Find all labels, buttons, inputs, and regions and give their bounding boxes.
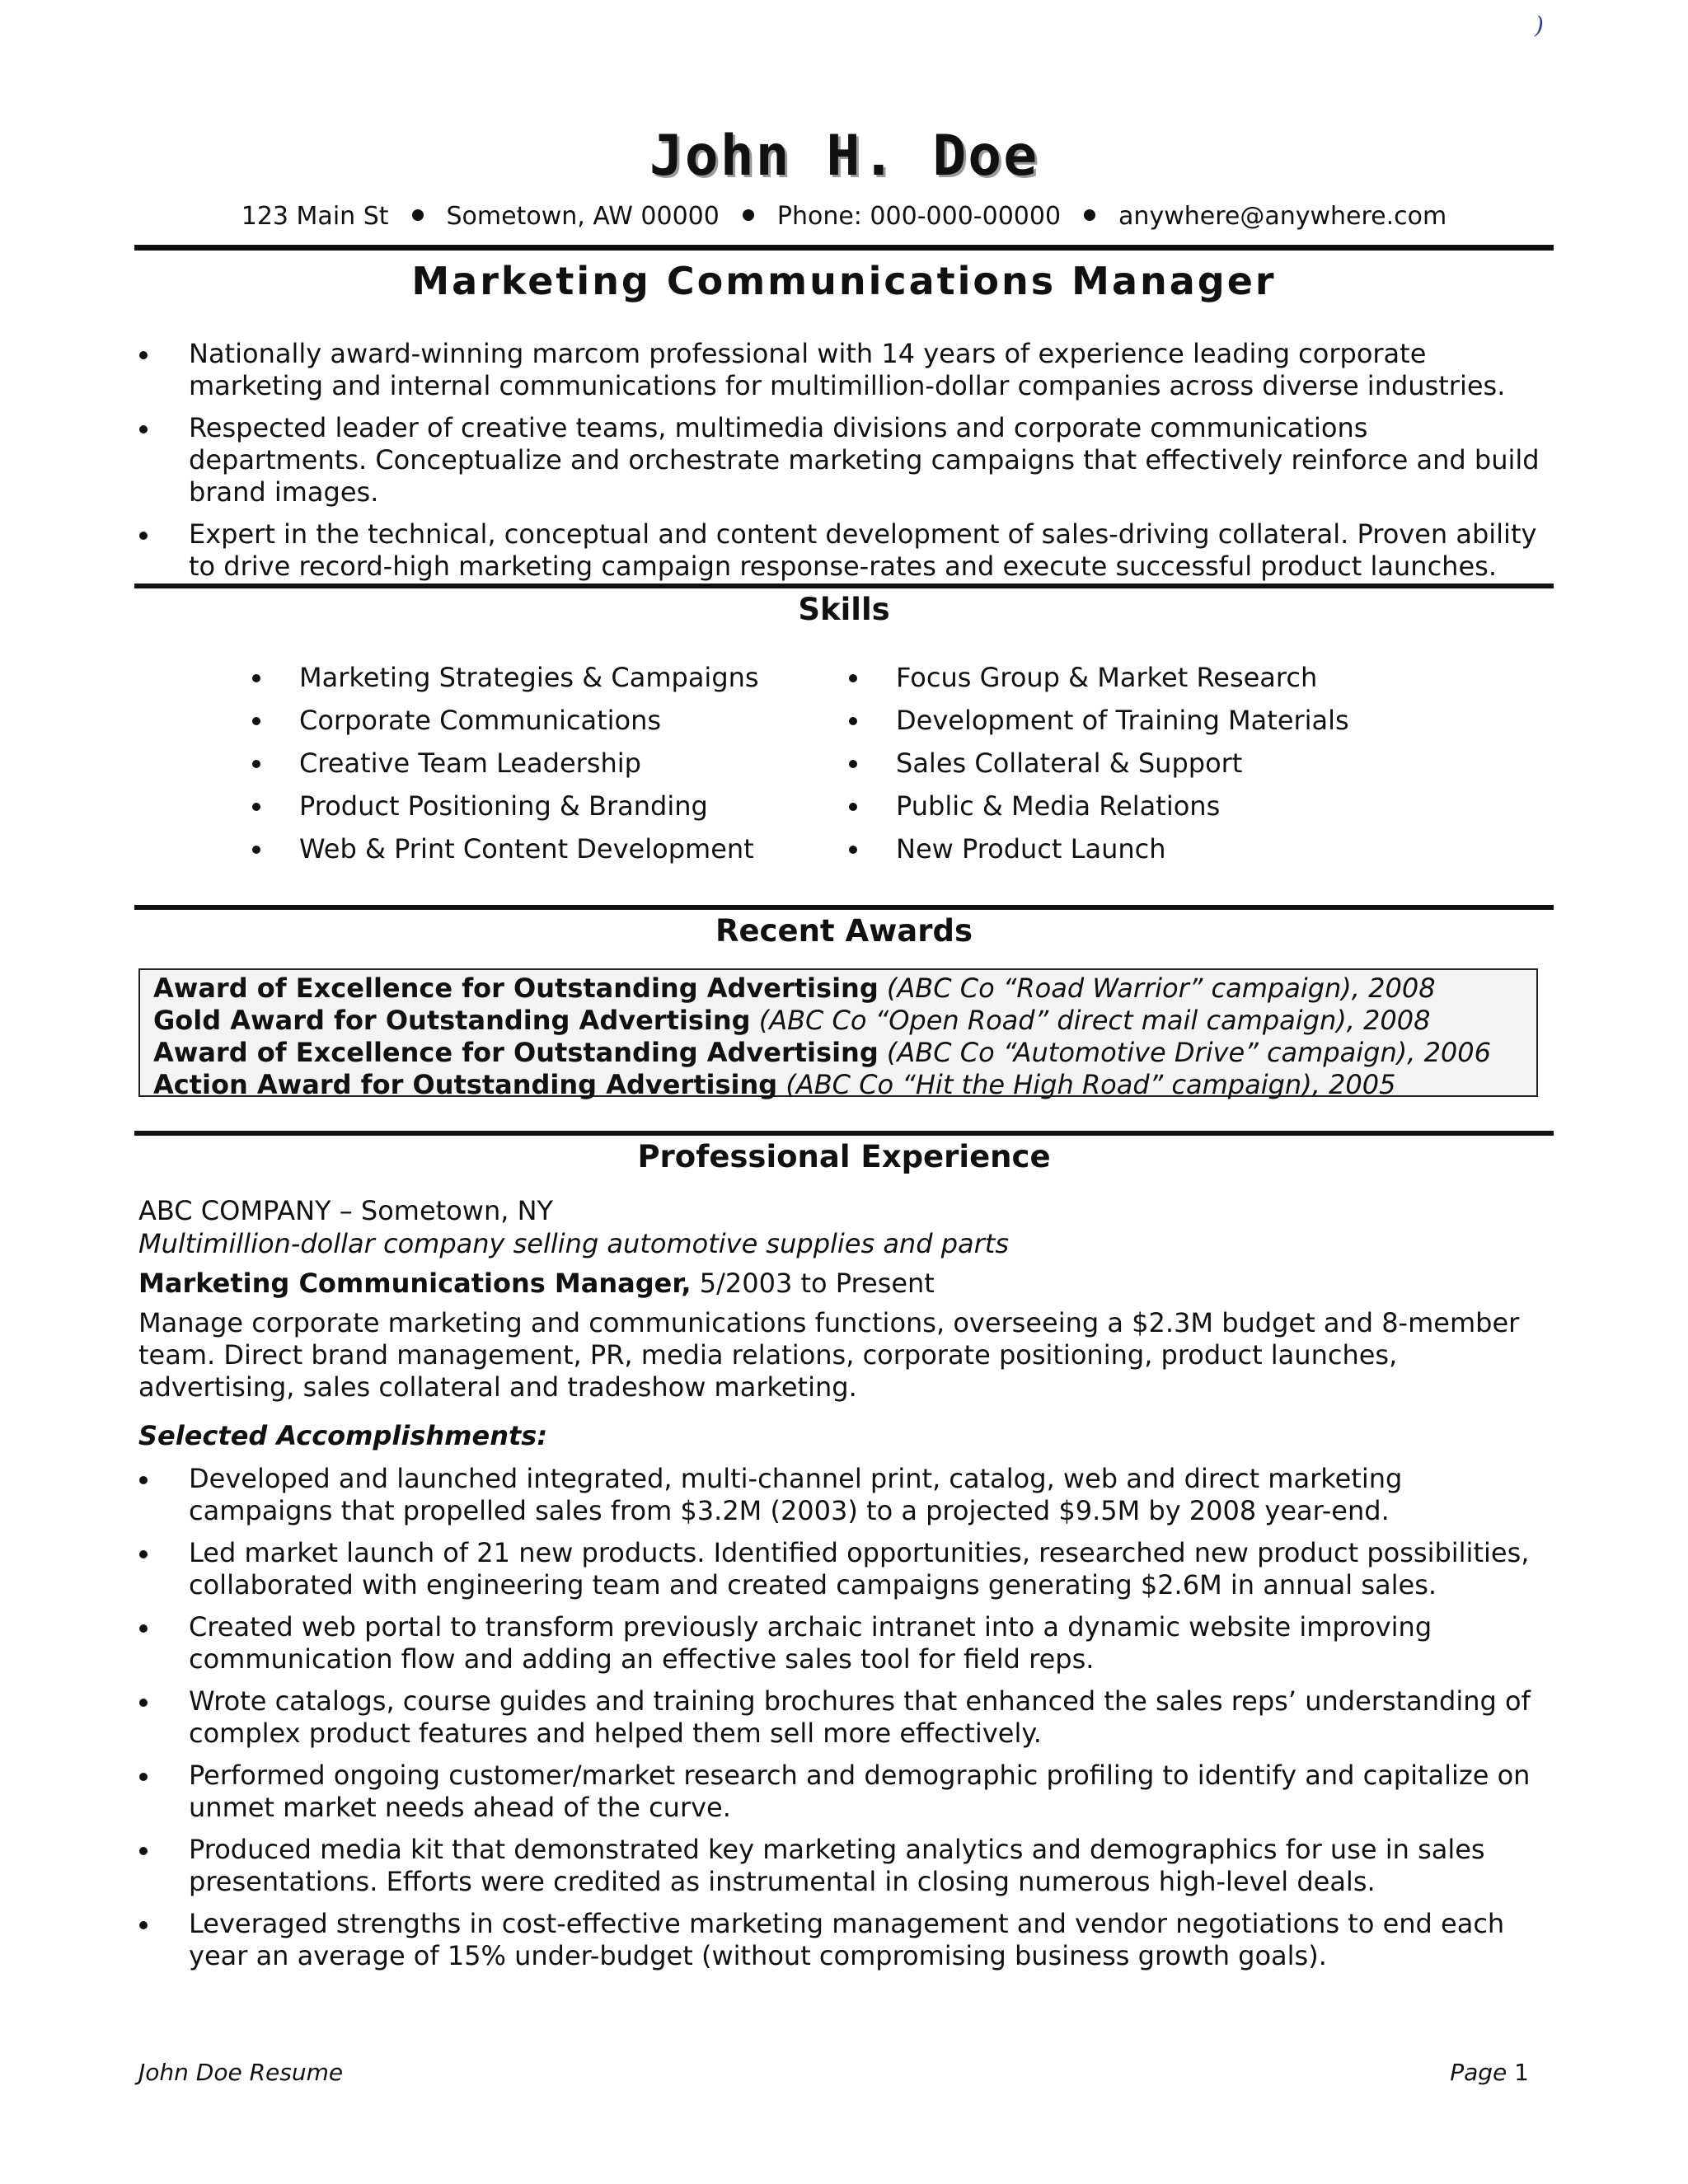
applicant-name: John H. Doe [649, 124, 1039, 189]
skills-column-right [846, 656, 1440, 870]
awards-heading: Recent Awards [715, 913, 973, 949]
skill-item: Public & Media Relations [846, 785, 1440, 827]
skill-item: New Product Launch [846, 827, 1440, 870]
corner-mark: ) [1535, 12, 1544, 39]
bullet-dot-icon [412, 209, 424, 221]
company-description: Multimillion-dollar company selling automotive supplies and parts [138, 1228, 1009, 1259]
summary-list [134, 338, 1554, 593]
experience-heading: Professional Experience [637, 1139, 1051, 1174]
bullet-dot-icon [743, 209, 754, 221]
accomplishment-item: Leveraged strengths in cost-effective marketing management and vendor negotiations to end each year an average of 15% under-budget (without compromising business growth goals). [134, 1908, 1554, 1972]
award-item [153, 1069, 1491, 1101]
role-dates: 5/2003 to Present [699, 1268, 935, 1299]
role-description: Manage corporate marketing and communications functions, overseeing a $2.3M budget and 8-member team. Direct brand management, PR, media relations, corporate positioning, product launches, advertising, sales collateral and tradeshow marketing. [138, 1307, 1520, 1403]
page-label: Page [1450, 2059, 1507, 2086]
section-divider [134, 245, 1554, 251]
award-detail: (ABC Co “Open Road” direct mail campaign), 2008 [758, 1005, 1431, 1036]
award-name: Gold Award for Outstanding Advertising [153, 1005, 751, 1036]
summary-item: Nationally award-winning marcom professional with 14 years of experience leading corporate marketing and internal communications for multimillion-dollar companies across diverse industries. [134, 338, 1554, 402]
skill-item: Focus Group & Market Research [846, 656, 1440, 699]
award-detail: (ABC Co “Road Warrior” campaign), 2008 [886, 972, 1436, 1004]
skills-column-left [250, 656, 843, 870]
summary-item: Expert in the technical, conceptual and content development of sales-driving collateral. Proven ability to drive record-high marketing campaign response-rates and execute successful product launches. [134, 518, 1554, 583]
award-detail: (ABC Co “Hit the High Road” campaign), 2005 [785, 1069, 1396, 1100]
footer-title: John Doe Resume [138, 2059, 344, 2086]
award-item [153, 1037, 1491, 1069]
accomplishments-heading: Selected Accomplishments: [138, 1420, 548, 1451]
awards-box [138, 968, 1538, 1100]
award-detail: (ABC Co “Automotive Drive” campaign), 2006 [886, 1037, 1491, 1068]
role-title: Marketing Communications Manager, [138, 1268, 692, 1299]
bullet-dot-icon [1084, 209, 1095, 221]
award-name: Action Award for Outstanding Advertising [153, 1069, 778, 1100]
section-divider [134, 1131, 1554, 1136]
role-line [138, 1268, 935, 1299]
footer-page [1450, 2059, 1529, 2086]
skill-item: Web & Print Content Development [250, 827, 843, 870]
award-item [153, 1005, 1491, 1037]
award-name: Award of Excellence for Outstanding Advertising [153, 972, 879, 1004]
skill-item: Marketing Strategies & Campaigns [250, 656, 843, 699]
company-name: ABC COMPANY – Sometown, NY [138, 1195, 554, 1226]
accomplishment-item: Led market launch of 21 new products. Identified opportunities, researched new product possibilities, collaborated with engineering team and created campaigns generating $2.6M in annual sales. [134, 1537, 1554, 1601]
accomplishment-item: Produced media kit that demonstrated key marketing analytics and demographics for use in sales presentations. Efforts were credited as instrumental in closing numerous high-level deals. [134, 1834, 1554, 1898]
section-divider [134, 905, 1554, 910]
skill-item: Development of Training Materials [846, 699, 1440, 742]
accomplishment-item: Wrote catalogs, course guides and training brochures that enhanced the sales reps’ understanding of complex product features and helped them sell more effectively. [134, 1685, 1554, 1750]
headline-title: Marketing Communications Manager [411, 259, 1277, 303]
skill-item: Creative Team Leadership [250, 742, 843, 785]
skill-item: Product Positioning & Branding [250, 785, 843, 827]
accomplishment-item: Developed and launched integrated, multi-channel print, catalog, web and direct marketing campaigns that propelled sales from $3.2M (2003) to a projected $9.5M by 2008 year-end. [134, 1463, 1554, 1527]
contact-line [134, 202, 1554, 231]
contact-address: 123 Main St [241, 202, 389, 231]
skill-item: Sales Collateral & Support [846, 742, 1440, 785]
contact-city: Sometown, AW 00000 [446, 202, 720, 231]
page-number: 1 [1514, 2059, 1529, 2086]
accomplishment-item: Performed ongoing customer/market research and demographic profiling to identify and capitalize on unmet market needs ahead of the curve. [134, 1760, 1554, 1824]
award-item [153, 972, 1491, 1005]
contact-phone: Phone: 000-000-00000 [776, 202, 1062, 231]
skills-heading: Skills [798, 592, 890, 627]
section-divider [134, 583, 1554, 588]
contact-email[interactable]: anywhere@anywhere.com [1118, 202, 1447, 231]
accomplishment-item: Created web portal to transform previously archaic intranet into a dynamic website improving communication flow and adding an effective sales tool for field reps. [134, 1611, 1554, 1675]
award-name: Award of Excellence for Outstanding Advertising [153, 1037, 879, 1068]
accomplishments-list [134, 1463, 1554, 1982]
summary-item: Respected leader of creative teams, multimedia divisions and corporate communications departments. Conceptualize and orchestrate marketing campaigns that effectively reinforce and build brand images. [134, 412, 1554, 509]
skill-item: Corporate Communications [250, 699, 843, 742]
